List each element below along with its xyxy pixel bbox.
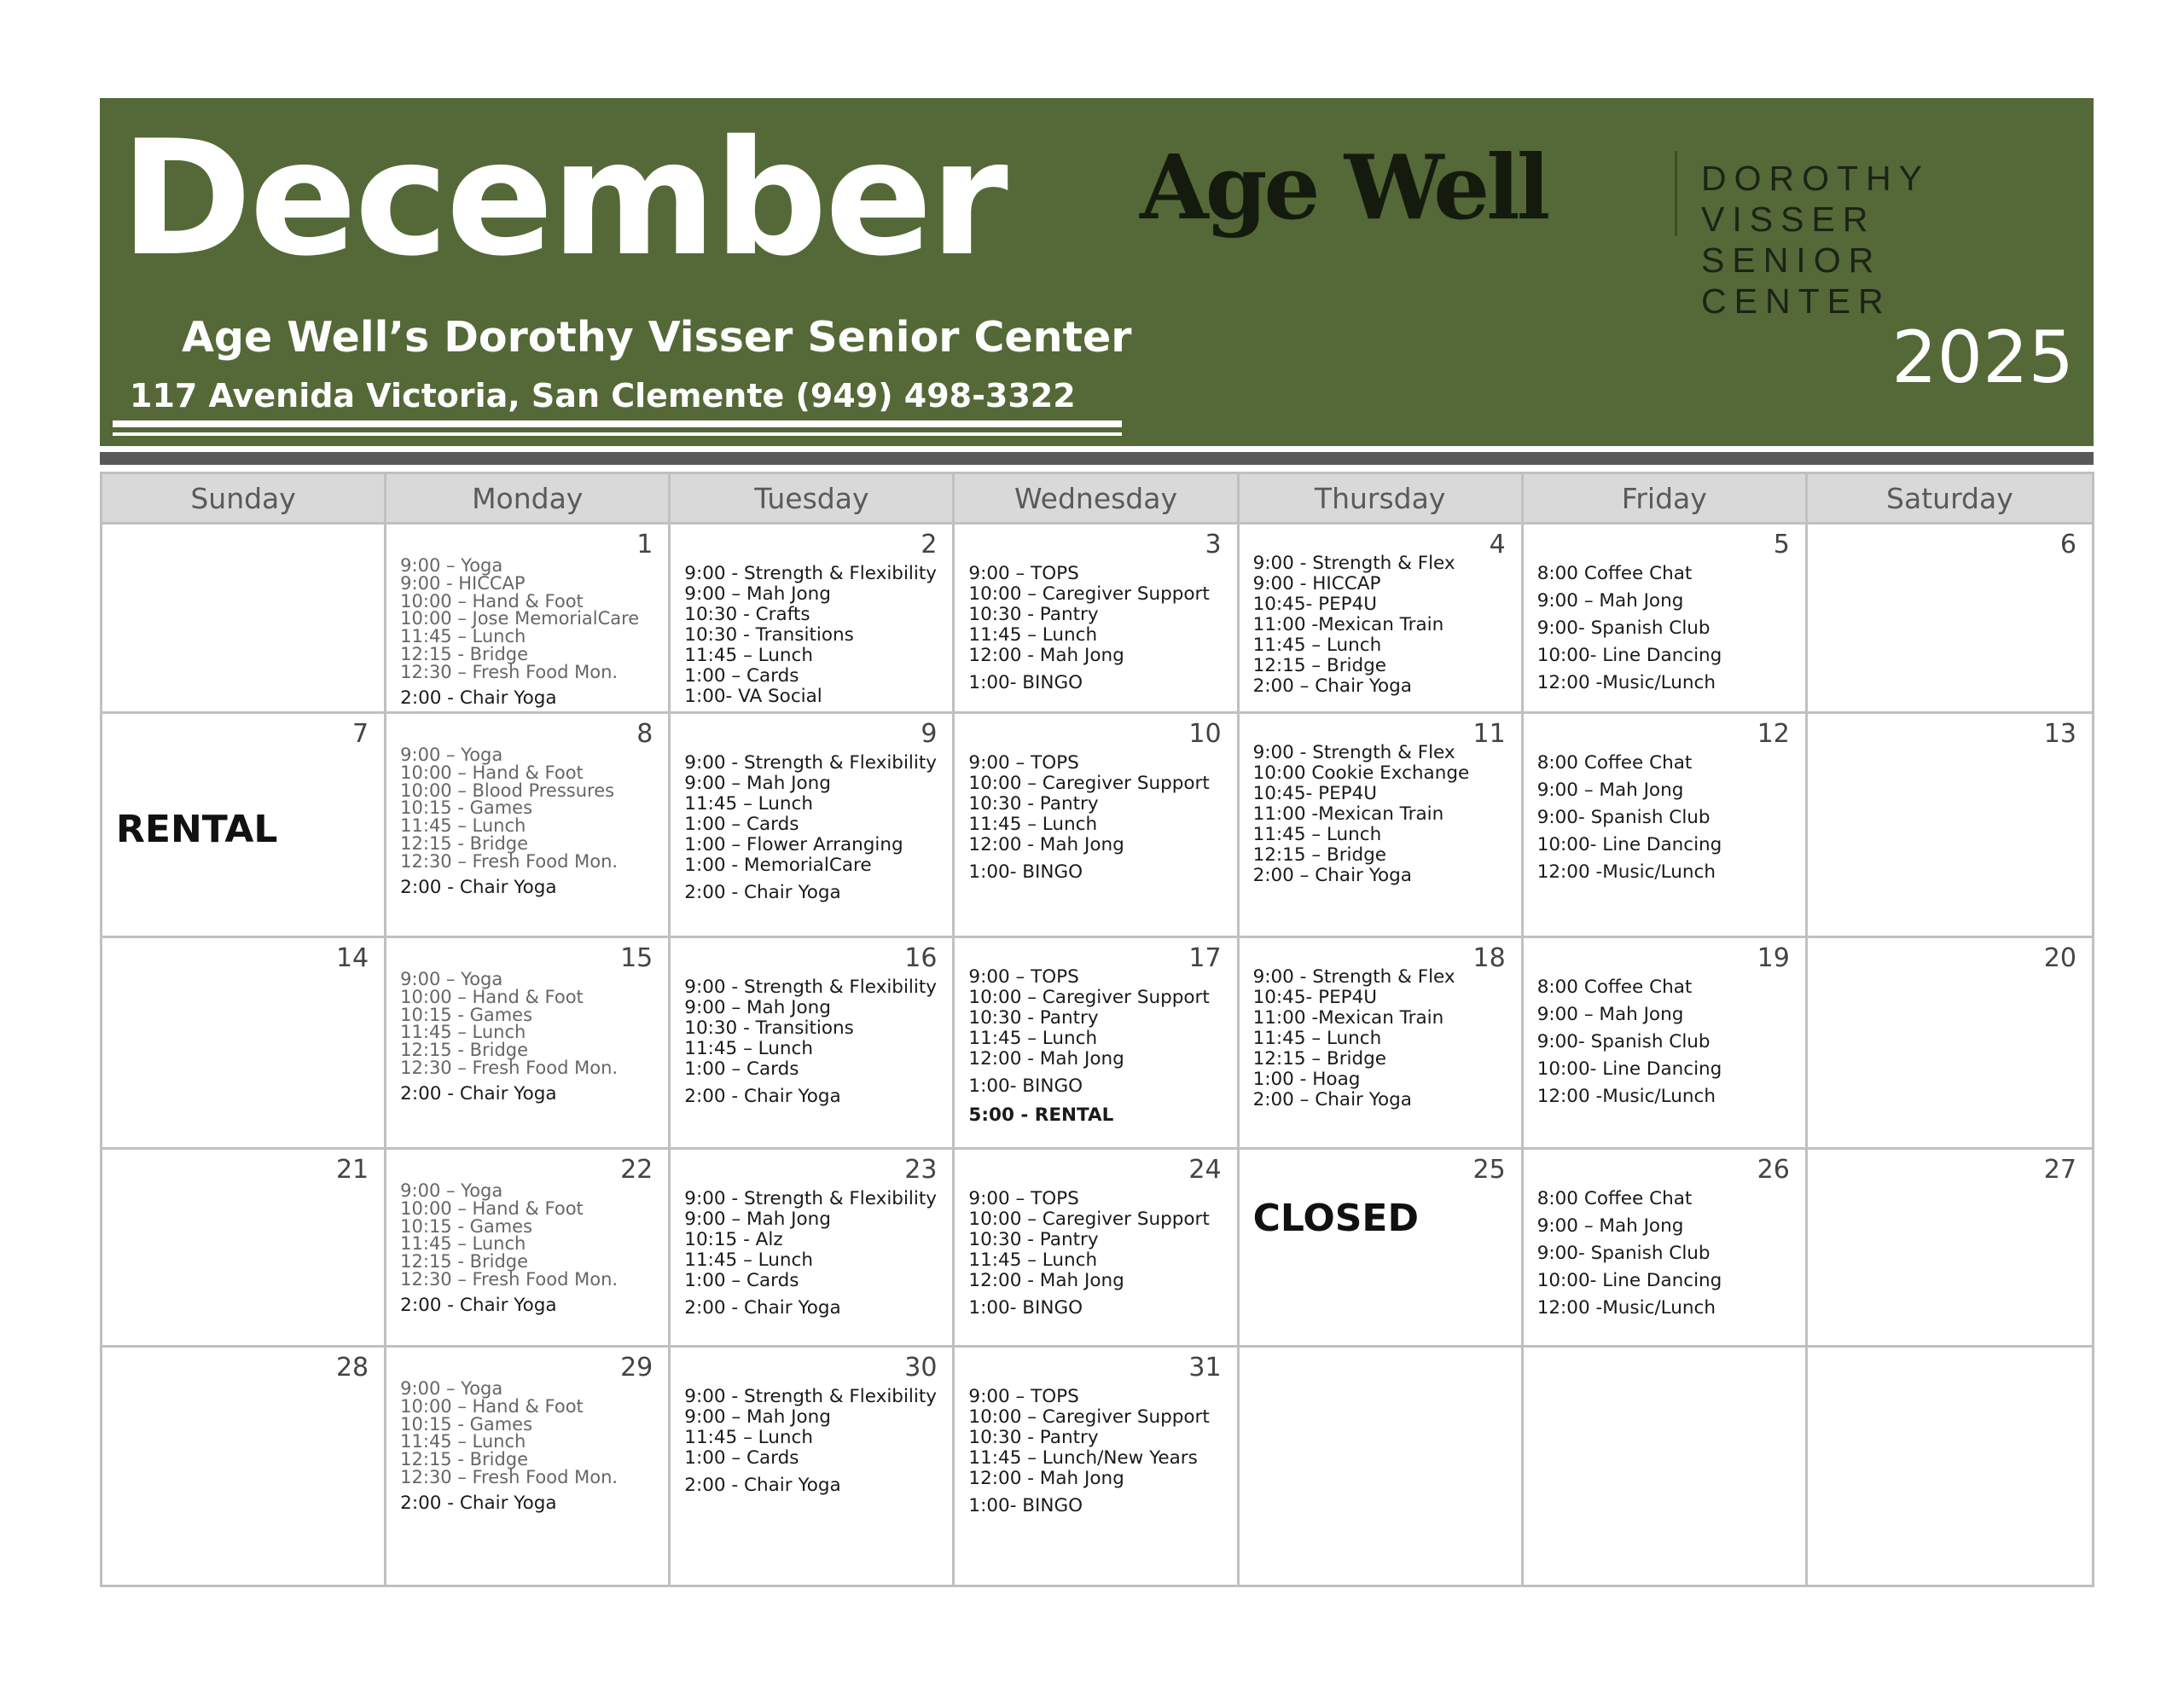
event-item: 10:00 – Hand & Foot	[400, 590, 584, 612]
day-number: 15	[620, 943, 653, 973]
weekday-header-thursday: Thursday	[1240, 474, 1524, 525]
day-cell	[1808, 1150, 2092, 1348]
event-item: 1:00 - Hoag	[1252, 1069, 1361, 1090]
day-number: 4	[1489, 530, 1506, 559]
event-item: 10:30 - Pantry	[968, 793, 1099, 815]
event-item: 10:00- Line Dancing	[1536, 645, 1722, 666]
day-number: 7	[352, 719, 369, 749]
event-item: 1:00- BINGO	[968, 1495, 1083, 1516]
day-number: 3	[1205, 530, 1222, 559]
event-item: 10:00 – Hand & Foot	[400, 1395, 584, 1417]
day-number: 9	[921, 719, 938, 749]
event-list	[968, 1387, 1231, 1516]
event-item: 12:00 -Music/Lunch	[1536, 1086, 1716, 1107]
weekday-header-wednesday: Wednesday	[955, 474, 1239, 525]
month-calendar-grid	[100, 472, 2094, 1587]
day-number: 16	[904, 943, 938, 973]
event-item: 12:15 - Bridge	[400, 1449, 529, 1470]
day-cell	[1240, 525, 1524, 714]
day-cell	[1524, 1150, 1808, 1348]
event-item: 10:15 - Alz	[684, 1229, 783, 1250]
day-number: 8	[636, 719, 653, 749]
event-item: 2:00 - Chair Yoga	[400, 1492, 557, 1514]
event-item: 11:45 – Lunch	[684, 645, 813, 666]
day-number: 21	[335, 1155, 369, 1185]
event-item: 2:00 - Chair Yoga	[684, 1297, 841, 1319]
event-list	[684, 753, 947, 903]
day-number: 11	[1472, 719, 1506, 749]
day-cell	[955, 1150, 1239, 1348]
logo-subtitle-line-2: SENIOR CENTER	[1701, 241, 1891, 321]
weekday-header-tuesday: Tuesday	[671, 474, 955, 525]
day-status-label: CLOSED	[1252, 1197, 1419, 1240]
day-cell	[102, 714, 386, 938]
year-label: 2025	[1891, 316, 2074, 399]
event-item: 9:00 – Mah Jong	[1536, 1004, 1684, 1025]
day-cell	[1524, 525, 1808, 714]
event-item: 9:00 – TOPS	[968, 966, 1079, 988]
day-number: 6	[2059, 530, 2077, 559]
event-item: 1:00 - MemorialCare	[684, 855, 872, 876]
event-item: 9:00 – Mah Jong	[684, 1406, 831, 1428]
event-item: 9:00 – TOPS	[968, 752, 1079, 774]
event-item: 2:00 - Chair Yoga	[400, 687, 557, 709]
event-item: 10:00 – Caregiver Support	[968, 1209, 1210, 1230]
event-item: 1:00 – Cards	[684, 665, 799, 687]
event-item: 12:30 – Fresh Food Mon.	[400, 1466, 619, 1487]
logo-subtitle	[1701, 158, 2078, 322]
event-item: 11:45 – Lunch	[400, 1022, 526, 1043]
event-item: 10:00 Cookie Exchange	[1252, 762, 1470, 784]
day-cell	[102, 525, 386, 714]
day-cell	[386, 714, 671, 938]
calendar-header	[100, 98, 2094, 446]
event-item: 1:00 – Cards	[684, 1270, 799, 1291]
event-item: 10:30 - Pantry	[968, 1229, 1099, 1250]
event-item: 12:15 - Bridge	[400, 643, 529, 664]
event-item: 11:45 – Lunch	[400, 815, 526, 837]
event-item: 9:00- Spanish Club	[1536, 1031, 1711, 1052]
event-list	[684, 1189, 947, 1319]
event-item: 11:45 – Lunch	[400, 1233, 526, 1255]
day-number: 17	[1188, 943, 1222, 973]
event-list	[1537, 750, 1800, 886]
event-item: 10:30 - Crafts	[684, 604, 810, 625]
logo-wordmark: Age Well	[1140, 135, 1548, 240]
logo-divider	[1675, 151, 1677, 236]
day-number: 26	[1757, 1155, 1790, 1185]
event-item: 9:00 – Yoga	[400, 969, 503, 989]
event-item: 10:00 – Jose MemorialCare	[400, 608, 640, 629]
day-number: 27	[2043, 1155, 2077, 1185]
event-item: 10:00- Line Dancing	[1536, 834, 1722, 855]
day-cell	[1808, 525, 2092, 714]
event-list	[400, 1380, 663, 1514]
event-list	[1253, 967, 1516, 1110]
event-item: 9:00 - Strength & Flex	[1252, 742, 1455, 763]
event-item: 9:00 - Strength & Flexibility	[684, 752, 938, 774]
event-item: 9:00 - Strength & Flex	[1252, 553, 1455, 574]
event-item: 12:00 - Mah Jong	[968, 1048, 1124, 1070]
day-number: 28	[335, 1353, 369, 1383]
day-cell	[955, 938, 1239, 1150]
event-item: 11:45 – Lunch	[684, 1427, 813, 1448]
event-item: 10:00 – Hand & Foot	[400, 1197, 584, 1219]
event-item: 10:45- PEP4U	[1252, 783, 1378, 804]
event-item: 12:30 – Fresh Food Mon.	[400, 1268, 619, 1290]
event-item: 12:00 -Music/Lunch	[1536, 672, 1716, 693]
event-item: 11:45 – Lunch	[684, 1038, 813, 1059]
event-item: 10:00 – Blood Pressures	[400, 780, 615, 801]
event-item: 10:15 - Games	[400, 1215, 533, 1237]
address-underline	[113, 420, 1122, 427]
event-item: 9:00 - HICCAP	[1252, 573, 1381, 594]
day-number: 23	[904, 1155, 938, 1185]
day-cell	[671, 938, 955, 1150]
event-item: 12:15 - Bridge	[400, 1251, 529, 1272]
event-item: 10:15 - Games	[400, 797, 533, 819]
event-item: 11:45 – Lunch	[400, 626, 526, 647]
event-item: 12:30 – Fresh Food Mon.	[400, 850, 619, 872]
event-item: 12:00 - Mah Jong	[968, 645, 1124, 666]
day-cell	[1524, 714, 1808, 938]
event-item: 12:00 - Mah Jong	[968, 1270, 1124, 1291]
day-cell	[386, 1348, 671, 1587]
day-cell	[386, 525, 671, 714]
event-item: 9:00 – Mah Jong	[1536, 1215, 1684, 1237]
day-number: 13	[2043, 719, 2077, 749]
event-item: 1:00 – Flower Arranging	[684, 834, 903, 855]
month-title: December	[120, 106, 1006, 291]
event-item: 12:00 - Mah Jong	[968, 834, 1124, 855]
event-item: 9:00 – TOPS	[968, 1188, 1079, 1209]
event-item: 9:00 – TOPS	[968, 1386, 1079, 1407]
event-item: 9:00 - Strength & Flexibility	[684, 977, 938, 998]
event-item: 9:00 - Strength & Flexibility	[684, 1386, 938, 1407]
event-list	[400, 557, 663, 709]
event-item: 9:00 - Strength & Flexibility	[684, 563, 938, 584]
day-number: 22	[620, 1155, 653, 1185]
event-item: 10:00- Line Dancing	[1536, 1270, 1722, 1291]
day-number: 19	[1757, 943, 1790, 973]
day-number: 29	[620, 1353, 653, 1383]
event-item: 9:00 - Strength & Flexibility	[684, 1188, 938, 1209]
day-number: 18	[1472, 943, 1506, 973]
event-item: 11:45 – Lunch	[400, 1431, 526, 1452]
event-item: 9:00 – Yoga	[400, 1180, 503, 1201]
day-number: 12	[1757, 719, 1790, 749]
event-item: 5:00 - RENTAL	[968, 1104, 1114, 1126]
event-item: 1:00- BINGO	[968, 1075, 1083, 1097]
event-list	[1537, 1186, 1800, 1322]
day-cell	[1240, 1150, 1524, 1348]
event-list	[968, 564, 1231, 693]
day-number: 30	[904, 1353, 938, 1383]
day-number: 31	[1188, 1353, 1222, 1383]
event-item: 9:00- Spanish Club	[1536, 807, 1711, 828]
event-item: 10:30 - Transitions	[684, 624, 854, 646]
event-item: 9:00 – Mah Jong	[684, 1209, 831, 1230]
event-item: 11:00 -Mexican Train	[1252, 803, 1444, 825]
event-item: 10:30 - Pantry	[968, 1007, 1099, 1029]
event-item: 12:00 -Music/Lunch	[1536, 861, 1716, 883]
event-list	[1537, 560, 1800, 697]
event-item: 2:00 - Chair Yoga	[684, 882, 841, 903]
day-number: 2	[921, 530, 938, 559]
day-cell	[671, 1348, 955, 1587]
event-item: 9:00 – TOPS	[968, 563, 1079, 584]
event-item: 9:00 - Strength & Flex	[1252, 966, 1455, 988]
day-cell	[1808, 1348, 2092, 1587]
event-item: 12:00 -Music/Lunch	[1536, 1297, 1716, 1319]
weekday-header-friday: Friday	[1524, 474, 1808, 525]
event-item: 12:30 – Fresh Food Mon.	[400, 1057, 619, 1078]
event-item: 8:00 Coffee Chat	[1536, 563, 1693, 584]
event-item: 11:45 – Lunch	[684, 1249, 813, 1271]
event-item: 9:00 – Mah Jong	[684, 583, 831, 605]
header-divider-bar	[100, 452, 2094, 465]
event-list	[1253, 554, 1516, 697]
event-item: 9:00 – Mah Jong	[684, 997, 831, 1018]
event-item: 12:15 - Bridge	[400, 832, 529, 854]
event-item: 2:00 – Chair Yoga	[1252, 675, 1412, 697]
event-item: 12:15 – Bridge	[1252, 1048, 1387, 1070]
event-item: 9:00 – Yoga	[400, 1378, 503, 1399]
event-item: 2:00 – Chair Yoga	[1252, 865, 1412, 886]
weekday-header-saturday: Saturday	[1808, 474, 2092, 525]
event-item: 10:00 – Caregiver Support	[968, 583, 1210, 605]
day-cell	[1808, 714, 2092, 938]
event-item: 10:15 - Games	[400, 1004, 533, 1025]
event-list	[968, 1189, 1231, 1319]
day-cell	[1240, 938, 1524, 1150]
event-item: 10:00- Line Dancing	[1536, 1058, 1722, 1080]
event-item: 11:45 – Lunch	[968, 1028, 1098, 1049]
event-item: 1:00 – Cards	[684, 1447, 799, 1469]
address-underline-thin	[113, 432, 1122, 436]
day-cell	[386, 938, 671, 1150]
event-item: 9:00 – Mah Jong	[1536, 780, 1684, 801]
event-item: 11:00 -Mexican Train	[1252, 1007, 1444, 1029]
event-item: 11:45 – Lunch	[1252, 1028, 1382, 1049]
age-well-logo	[1140, 135, 2078, 321]
event-item: 10:00 – Hand & Foot	[400, 986, 584, 1007]
event-item: 12:15 – Bridge	[1252, 844, 1387, 866]
event-item: 8:00 Coffee Chat	[1536, 752, 1693, 774]
event-item: 2:00 - Chair Yoga	[400, 1294, 557, 1316]
center-name: Age Well’s Dorothy Visser Senior Center	[182, 313, 1132, 362]
event-item: 9:00- Spanish Club	[1536, 1243, 1711, 1264]
event-item: 9:00- Spanish Club	[1536, 617, 1711, 639]
event-item: 11:45 – Lunch	[1252, 635, 1382, 656]
event-list	[968, 753, 1231, 883]
event-list	[400, 1182, 663, 1316]
event-item: 1:00- BINGO	[968, 1297, 1083, 1319]
event-item: 1:00- BINGO	[968, 861, 1083, 883]
weekday-header-monday: Monday	[386, 474, 671, 525]
event-item: 10:45- PEP4U	[1252, 594, 1378, 615]
event-list	[1537, 974, 1800, 1110]
event-item: 10:00 – Hand & Foot	[400, 762, 584, 783]
event-item: 10:00 – Caregiver Support	[968, 987, 1210, 1008]
event-item: 9:00 – Yoga	[400, 555, 503, 576]
event-item: 12:00 - Mah Jong	[968, 1468, 1124, 1489]
event-item: 2:00 – Chair Yoga	[1252, 1089, 1412, 1110]
event-item: 11:45 – Lunch	[1252, 824, 1382, 845]
event-item: 10:00 – Caregiver Support	[968, 1406, 1210, 1428]
day-cell	[955, 525, 1239, 714]
event-item: 10:30 - Pantry	[968, 1427, 1099, 1448]
event-item: 9:00 – Mah Jong	[684, 773, 831, 794]
event-item: 11:45 – Lunch	[968, 624, 1098, 646]
event-item: 9:00 – Mah Jong	[1536, 590, 1684, 612]
day-number: 10	[1188, 719, 1222, 749]
event-item: 2:00 - Chair Yoga	[400, 1082, 557, 1104]
event-item: 11:45 – Lunch	[968, 814, 1098, 835]
day-cell	[102, 1150, 386, 1348]
day-number: 24	[1188, 1155, 1222, 1185]
event-item: 11:45 – Lunch	[968, 1249, 1098, 1271]
day-cell	[955, 1348, 1239, 1587]
event-item: 11:45 – Lunch/New Years	[968, 1447, 1198, 1469]
day-number: 25	[1472, 1155, 1506, 1185]
event-item: 11:00 -Mexican Train	[1252, 614, 1444, 635]
event-list	[684, 1387, 947, 1496]
logo-subtitle-line-1: DOROTHY VISSER	[1701, 159, 1930, 239]
day-cell	[671, 1150, 955, 1348]
event-list	[684, 977, 947, 1107]
day-cell	[1240, 714, 1524, 938]
day-cell	[1808, 938, 2092, 1150]
event-item: 8:00 Coffee Chat	[1536, 977, 1693, 998]
day-number: 14	[335, 943, 369, 973]
event-item: 12:30 – Fresh Food Mon.	[400, 661, 619, 682]
day-cell	[1524, 1348, 1808, 1587]
event-item: 1:00 – Cards	[684, 814, 799, 835]
day-number: 5	[1773, 530, 1790, 559]
event-item: 2:00 - Chair Yoga	[684, 1086, 841, 1107]
day-cell	[102, 1348, 386, 1587]
day-cell	[1524, 938, 1808, 1150]
day-number: 1	[636, 530, 653, 559]
event-list	[400, 746, 663, 898]
event-list	[968, 967, 1231, 1126]
event-item: 10:30 - Transitions	[684, 1017, 854, 1039]
day-cell	[1240, 1348, 1524, 1587]
event-item: 9:00 – Yoga	[400, 745, 503, 765]
event-item: 10:00 – Caregiver Support	[968, 773, 1210, 794]
event-item: 1:00- VA Social	[684, 686, 822, 707]
day-cell	[955, 714, 1239, 938]
event-item: 2:00 - Chair Yoga	[684, 1475, 841, 1496]
event-item: 12:15 – Bridge	[1252, 655, 1387, 676]
day-cell	[386, 1150, 671, 1348]
event-item: 10:15 - Games	[400, 1413, 533, 1435]
event-list	[400, 971, 663, 1104]
event-item: 10:45- PEP4U	[1252, 987, 1378, 1008]
event-item: 9:00 - HICCAP	[400, 572, 526, 594]
event-item: 12:15 - Bridge	[400, 1040, 529, 1061]
event-item: 10:30 - Pantry	[968, 604, 1099, 625]
event-list	[684, 564, 947, 707]
day-cell	[671, 714, 955, 938]
center-address: 117 Avenida Victoria, San Clemente (949) 498-3322	[130, 377, 1076, 415]
event-item: 1:00 – Cards	[684, 1058, 799, 1080]
weekday-header-sunday: Sunday	[102, 474, 386, 525]
day-status-label: RENTAL	[116, 808, 278, 851]
event-item: 11:45 – Lunch	[684, 793, 813, 815]
event-item: 1:00- BINGO	[968, 672, 1083, 693]
event-item: 8:00 Coffee Chat	[1536, 1188, 1693, 1209]
event-item: 2:00 - Chair Yoga	[400, 876, 557, 898]
day-cell	[671, 525, 955, 714]
day-cell	[102, 938, 386, 1150]
day-number: 20	[2043, 943, 2077, 973]
event-list	[1253, 743, 1516, 886]
